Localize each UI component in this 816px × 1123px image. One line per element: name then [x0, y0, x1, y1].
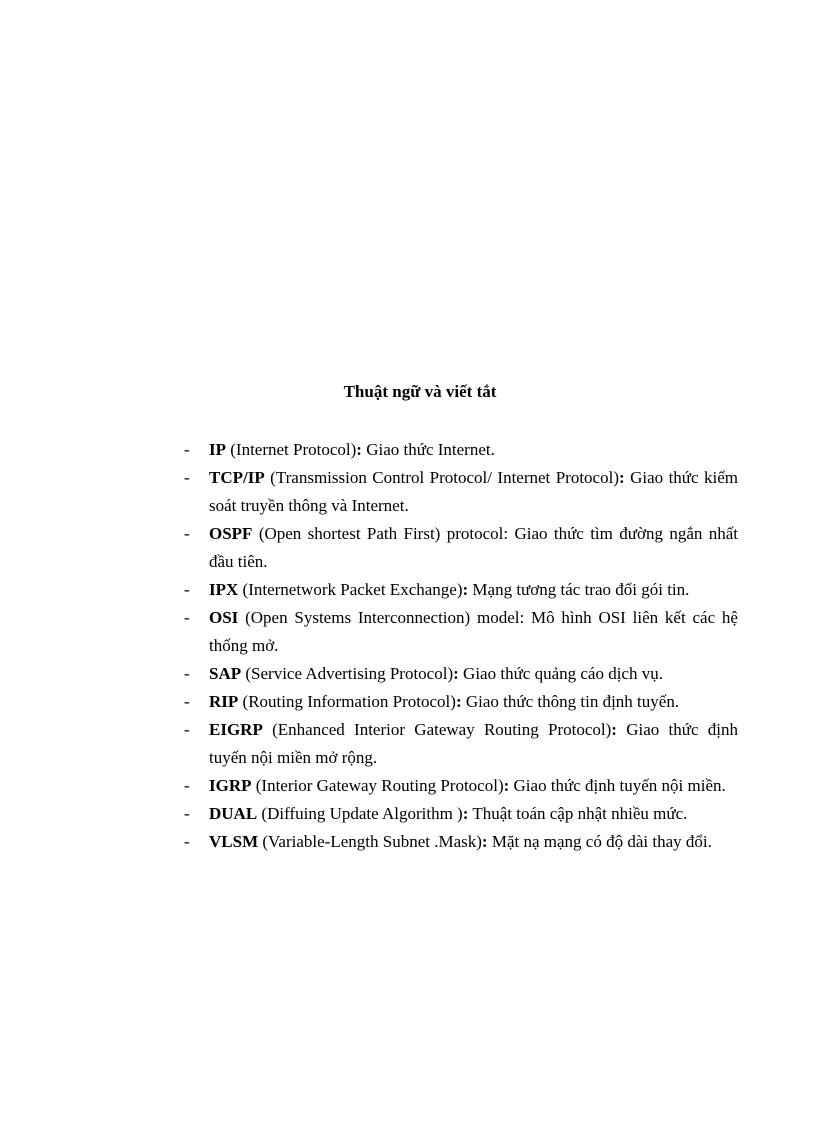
term-item-tcp-ip — [180, 464, 738, 520]
list-dash: - — [184, 468, 190, 487]
terms-list — [180, 436, 738, 856]
term-colon: : — [462, 804, 469, 823]
term-definition: Giao thức Internet. — [361, 440, 495, 459]
term-colon: : — [462, 580, 469, 599]
term-expansion: (Enhanced Interior Gateway Routing Protocol) — [262, 720, 612, 739]
term-colon: : — [503, 524, 509, 543]
term-expansion: (Internetwork Packet Exchange) — [238, 580, 463, 599]
term-item-dual — [180, 800, 738, 828]
list-dash: - — [184, 608, 190, 627]
term-colon: : — [519, 608, 525, 627]
term-definition: Giao thức kiểm soát truyền thông và Internet. — [209, 468, 738, 515]
term-expansion: (Service Advertising Protocol) — [241, 664, 454, 683]
list-dash: - — [184, 692, 190, 711]
term-abbr: SAP — [209, 664, 242, 683]
term-colon: : — [619, 468, 625, 487]
term-definition: Mặt nạ mạng có độ dài thay đổi. — [487, 832, 712, 851]
term-definition: Giao thức tìm đường ngắn nhất đầu tiên. — [209, 524, 738, 571]
term-expansion: (Variable-Length Subnet .Mask) — [258, 832, 482, 851]
term-expansion: (Transmission Control Protocol/ Internet Protocol) — [264, 468, 619, 487]
term-expansion: (Routing Information Protocol) — [238, 692, 456, 711]
term-definition: Mô hình OSI liên kết các hệ thống mở. — [209, 608, 738, 655]
list-dash: - — [184, 440, 190, 459]
term-item-igrp — [180, 772, 738, 800]
term-expansion: (Internet Protocol) — [226, 440, 357, 459]
term-item-sap — [180, 660, 738, 688]
term-abbr: IPX — [209, 580, 239, 599]
term-definition: Giao thức định tuyến nội miền mở rộng. — [209, 720, 738, 767]
term-colon: : — [481, 832, 488, 851]
term-expansion: (Interior Gateway Routing Protocol) — [251, 776, 504, 795]
term-expansion: (Open shortest Path First) protocol — [252, 524, 504, 543]
term-abbr: DUAL — [209, 804, 258, 823]
term-definition: Giao thức quảng cáo dịch vụ. — [458, 664, 663, 683]
term-abbr: IP — [209, 440, 226, 459]
list-dash: - — [184, 832, 190, 851]
list-dash: - — [184, 720, 190, 739]
term-item-vlsm — [180, 828, 738, 856]
term-abbr: OSI — [209, 608, 239, 627]
term-abbr: VLSM — [209, 832, 259, 851]
term-definition: Giao thức thông tin định tuyến. — [461, 692, 680, 711]
term-colon: : — [356, 440, 362, 459]
list-dash: - — [184, 580, 190, 599]
term-item-ipx — [180, 576, 738, 604]
list-dash: - — [184, 776, 190, 795]
term-abbr: TCP/IP — [209, 468, 265, 487]
list-dash: - — [184, 804, 190, 823]
term-colon: : — [453, 664, 459, 683]
term-abbr: IGRP — [209, 776, 252, 795]
term-abbr: OSPF — [209, 524, 253, 543]
term-definition: Thuật toán cập nhật nhiều mức. — [468, 804, 688, 823]
term-definition: Giao thức định tuyến nội miền. — [509, 776, 726, 795]
list-dash: - — [184, 664, 190, 683]
term-colon: : — [503, 776, 510, 795]
term-abbr: EIGRP — [209, 720, 263, 739]
term-item-ip — [180, 436, 738, 464]
term-item-ospf — [180, 520, 738, 576]
term-colon: : — [455, 692, 462, 711]
term-item-eigrp — [180, 716, 738, 772]
term-colon: : — [611, 720, 617, 739]
term-abbr: RIP — [209, 692, 239, 711]
list-dash: - — [184, 524, 190, 543]
term-expansion: (Open Systems Interconnection) model — [238, 608, 520, 627]
term-item-rip — [180, 688, 738, 716]
term-expansion: (Diffuing Update Algorithm ) — [257, 804, 463, 823]
term-item-osi — [180, 604, 738, 660]
term-definition: Mạng tương tác trao đổi gói tin. — [468, 580, 690, 599]
page-title: Thuật ngữ và viết tắt — [343, 382, 497, 401]
